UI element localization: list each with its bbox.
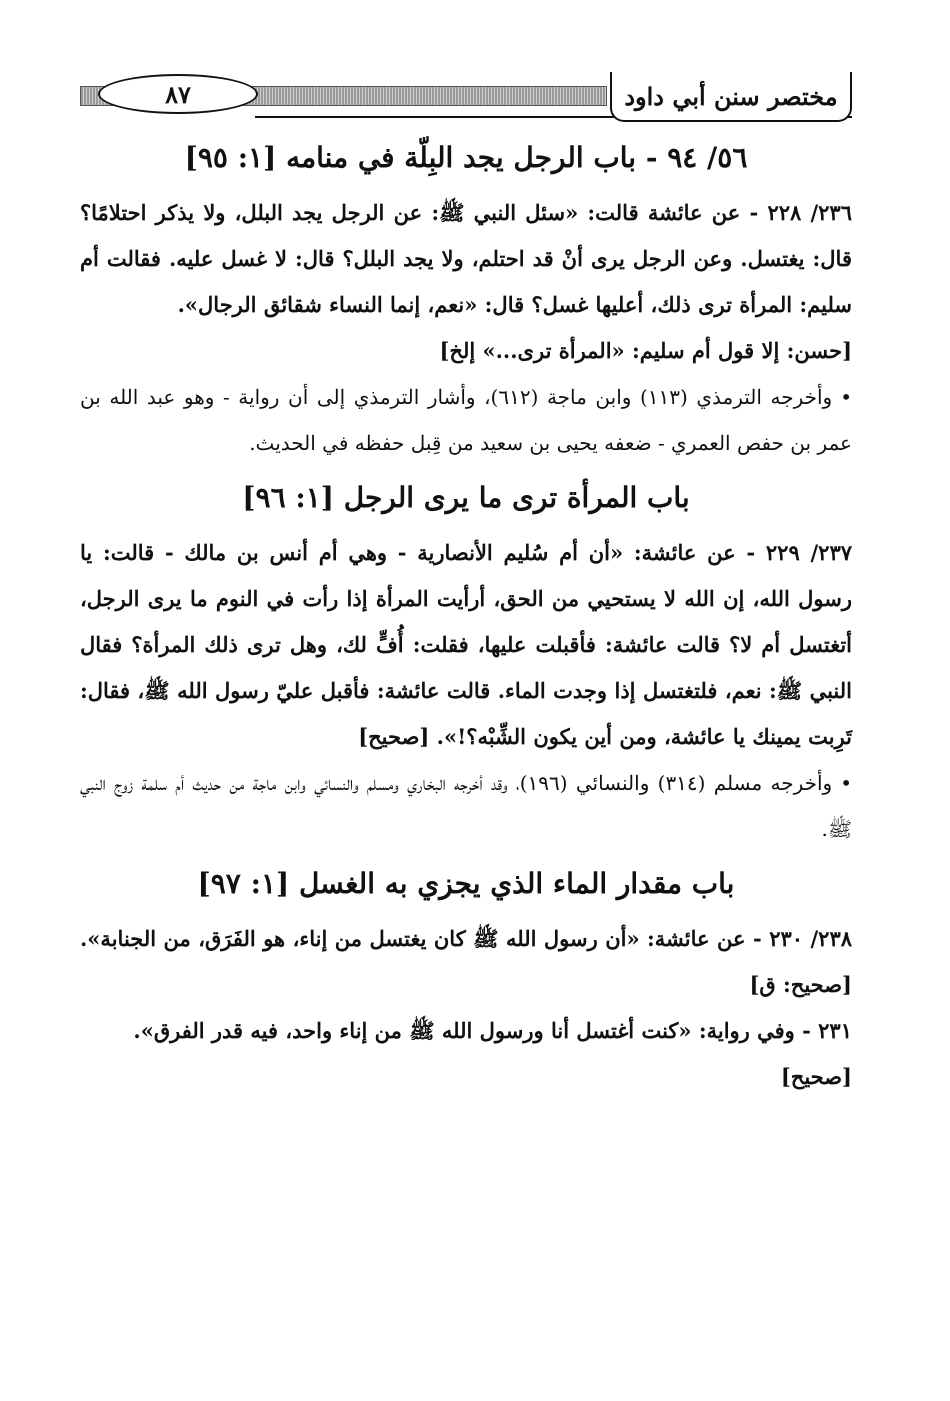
grading-note: [صحيح] [780, 1064, 852, 1089]
section-heading: باب مقدار الماء الذي يجزي به الغسل [١: ٩٧] [197, 867, 735, 900]
bullet-icon: • [840, 385, 853, 409]
section [80, 476, 852, 852]
section-heading: باب المرأة ترى ما يرى الرجل [١: ٩٦] [242, 481, 690, 514]
bullet-icon: • [840, 771, 852, 795]
page-number: ٨٧ [98, 74, 258, 114]
commentary-note [80, 374, 852, 466]
hadith-paragraph: ٢٣٦/ ٢٢٨ - عن عائشة قالت: «سئل النبي ﷺ: عن الرجل يجد البلل، ولا يذكر احتلامًا؟ قال: يغتسل. وعن الرجل يرى أنْ قد احتلم، ولا يجد البلل؟ قال: لا غسل عليه. فقالت أم سليم: المرأة ترى ذلك، أعليها غسل؟ قال: «نعم، إنما النساء شقائق الرجال». [80, 200, 852, 317]
commentary-note [80, 760, 852, 852]
grading-note: [حسن: إلا قول أم سليم: «المرأة ترى...» إلخ] [439, 338, 852, 363]
hadith-paragraph: ٢٣٧/ ٢٢٩ - عن عائشة: «أن أم سُليم الأنصارية - وهي أم أنس بن مالك - قالت: يا رسول الله، إن الله لا يستحيي من الحق، أرأيت المرأة إذا رأت في النوم ما يرى الرجل، أتغتسل أم لا؟ قالت عائشة: فأقبلت عليها، فقلت: أُفٍّ لك، وهل ترى ذلك المرأة؟ فقال النبي ﷺ: نعم، فلتغتسل إذا وجدت الماء. قالت عائشة: فأقبل عليّ رسول الله ﷺ، فقال: تَرِبت يمينك يا عائشة، ومن أين يكون الشِّبْه؟!». [صحيح] [80, 540, 853, 749]
commentary-text: وأخرجه مسلم (٣١٤) والنسائي (١٩٦)، وقد أخرجه البخاري ومسلم والنسائي وابن ماجة من حديث أم سلمة زوج النبي ﷺ. [80, 771, 852, 841]
section [80, 136, 852, 466]
section [80, 862, 852, 1100]
hadith-paragraph: ٢٣١ - وفي رواية: «كنت أغتسل أنا ورسول الله ﷺ من إناء واحد، فيه قدر الفرق». [133, 1018, 852, 1043]
section-heading: ٥٦/ ٩٤ - باب الرجل يجد البِلّة في منامه [١: ٩٥] [184, 141, 748, 174]
commentary-text: وأخرجه الترمذي (١١٣) وابن ماجة (٦١٢)، وأشار الترمذي إلى أن رواية - وهو عبد الله بن عمر بن حفص العمري - ضعفه يحيى بن سعيد من قِبل حفظه في الحديث. [80, 385, 852, 455]
book-title: مختصر سنن أبي داود [610, 72, 852, 122]
hadith-paragraph: ٢٣٨/ ٢٣٠ - عن عائشة: «أن رسول الله ﷺ كان يغتسل من إناء، هو الفَرَق، من الجنابة». [صحيح: ق] [80, 926, 853, 997]
page-header [80, 72, 852, 132]
page-body [80, 132, 852, 1100]
